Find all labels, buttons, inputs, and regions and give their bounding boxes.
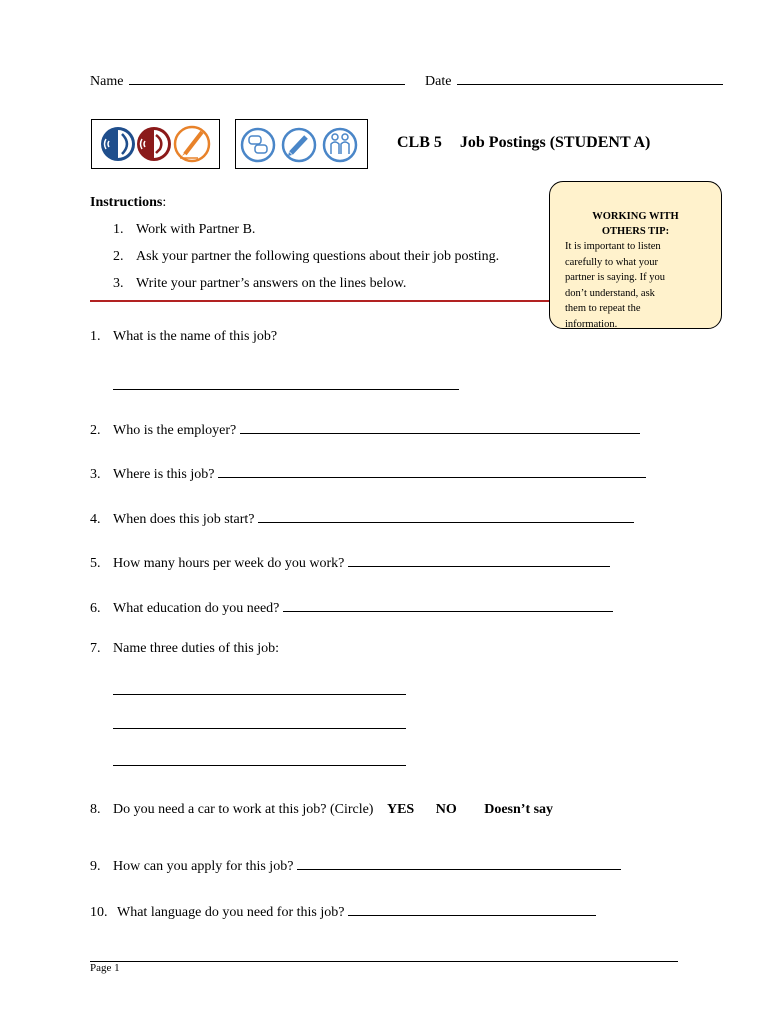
duty-line-1[interactable] <box>113 680 406 695</box>
option-doesnt-say[interactable]: Doesn’t say <box>484 802 554 817</box>
footer-rule <box>90 961 678 962</box>
question-6: 6. What education do you need? <box>90 597 613 617</box>
question-4: 4. When does this job start? <box>90 508 634 528</box>
name-line[interactable] <box>129 70 405 85</box>
answer-line-2[interactable] <box>240 419 640 434</box>
answer-line-5[interactable] <box>348 552 610 567</box>
question-5: 5. How many hours per week do you work? <box>90 552 610 572</box>
page-number: Page 1 <box>90 962 120 974</box>
name-label: Name <box>90 74 124 89</box>
date-line[interactable] <box>457 70 723 85</box>
tip-box <box>549 181 722 329</box>
question-9: 9. How can you apply for this job? <box>90 855 621 875</box>
instruction-step-1: 1. Work with Partner B. <box>113 222 256 237</box>
answer-line-10[interactable] <box>348 901 596 916</box>
skills-icons <box>92 120 219 168</box>
tip-line: partner is saying. If you <box>565 272 666 283</box>
tip-heading <box>550 209 721 239</box>
instruction-step-2: 2. Ask your partner the following questions about their job posting. <box>113 249 500 264</box>
page-title <box>397 134 650 152</box>
tip-line: don’t understand, ask <box>565 287 655 299</box>
conversation-icon <box>242 129 274 161</box>
answer-line-4[interactable] <box>258 508 634 523</box>
writing-icon <box>175 127 209 161</box>
answer-line-3[interactable] <box>218 463 646 478</box>
name-row <box>90 70 405 90</box>
tip-line: carefully to what your <box>565 256 659 268</box>
tip-line: It is important to listen <box>565 241 661 252</box>
duty-line-2[interactable] <box>113 714 406 729</box>
divider <box>90 300 549 302</box>
tip-heading-line1: WORKING WITH <box>592 211 679 222</box>
duty-line-3[interactable] <box>113 751 406 766</box>
pencil-icon <box>283 129 315 161</box>
listening-icon <box>101 127 135 161</box>
question-3: 3. Where is this job? <box>90 463 646 483</box>
activity-icons <box>236 120 367 168</box>
instructions-label: Instructions <box>90 195 163 210</box>
tip-line: them to repeat the <box>565 303 641 314</box>
question-1: 1. What is the name of this job? <box>90 329 278 344</box>
instruction-step-3: 3. Write your partner’s answers on the lines below. <box>113 276 407 291</box>
activity-icon-box <box>235 119 368 169</box>
date-row <box>425 70 723 90</box>
option-yes[interactable]: YES <box>386 802 415 817</box>
question-8: 8. Do you need a car to work at this job? (Circle) YES NO Doesn’t say <box>90 802 554 817</box>
question-10: 10. What language do you need for this job? <box>90 901 596 921</box>
tip-line: information. <box>565 318 618 329</box>
date-label: Date <box>425 74 452 89</box>
tip-heading-line2: OTHERS TIP: <box>601 226 670 237</box>
option-no[interactable]: NO <box>435 802 457 817</box>
answer-line-6[interactable] <box>283 597 613 612</box>
answer-line-9[interactable] <box>297 855 621 870</box>
instructions-heading: Instructions: <box>90 195 167 210</box>
question-7: 7. Name three duties of this job: <box>90 641 280 656</box>
speaking-icon <box>137 127 171 161</box>
question-2: 2. Who is the employer? <box>90 419 640 439</box>
level-label: CLB 5 <box>397 134 442 151</box>
title-text: Job Postings (STUDENT A) <box>459 134 651 151</box>
team-icon <box>324 129 356 161</box>
answer-line-1[interactable] <box>113 375 459 390</box>
tip-body <box>550 239 721 329</box>
skills-icon-box <box>91 119 220 169</box>
